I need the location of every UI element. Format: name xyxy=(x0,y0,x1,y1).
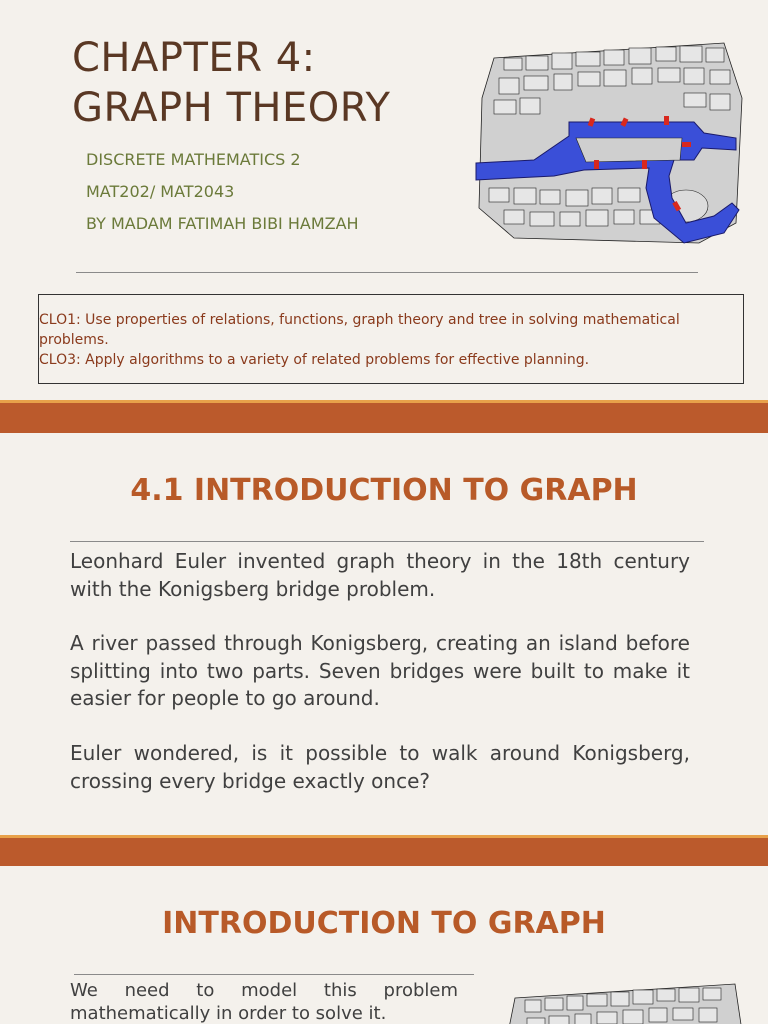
konigsberg-map-image xyxy=(474,38,744,248)
section-title: INTRODUCTION TO GRAPH xyxy=(162,906,606,941)
slide-separator xyxy=(0,835,768,868)
konigsberg-map-image xyxy=(505,978,745,1024)
course-name: DISCRETE MATHEMATICS 2 xyxy=(86,150,301,169)
paragraph-question: Euler wondered, is it possible to walk around Konigsberg, crossing every bridge exactly once? xyxy=(70,741,690,793)
paragraph-euler: Leonhard Euler invented graph theory in the 18th century with the Konigsberg bridge problem. xyxy=(70,549,690,601)
title-divider xyxy=(76,272,698,273)
clo1-text: CLO1: Use properties of relations, functions, graph theory and tree in solving mathematical problems. xyxy=(39,312,680,348)
chapter-title xyxy=(72,33,390,133)
introduction-slide xyxy=(0,433,768,835)
model-slide xyxy=(0,866,768,1024)
chapter-title-line2: GRAPH THEORY xyxy=(72,85,391,131)
section-divider xyxy=(74,974,474,975)
separator-band xyxy=(0,403,768,433)
paragraph-river: A river passed through Konigsberg, creating an island before splitting into two parts. Seven bridges were built to make it easier for people to go around. xyxy=(70,631,690,710)
chapter-title-line1: CHAPTER 4: xyxy=(72,35,316,81)
paragraph-model: We need to model this problem mathematically in order to solve it. xyxy=(70,980,458,1024)
separator-band xyxy=(0,838,768,868)
learning-outcomes-box xyxy=(38,294,744,384)
section-divider xyxy=(70,541,704,542)
author-name: BY MADAM FATIMAH BIBI HAMZAH xyxy=(86,214,359,233)
section-title: 4.1 INTRODUCTION TO GRAPH xyxy=(130,473,638,508)
clo3-text: CLO3: Apply algorithms to a variety of related problems for effective planning. xyxy=(39,352,590,368)
slide-separator xyxy=(0,400,768,433)
title-slide xyxy=(0,0,768,400)
course-code: MAT202/ MAT2043 xyxy=(86,182,235,201)
